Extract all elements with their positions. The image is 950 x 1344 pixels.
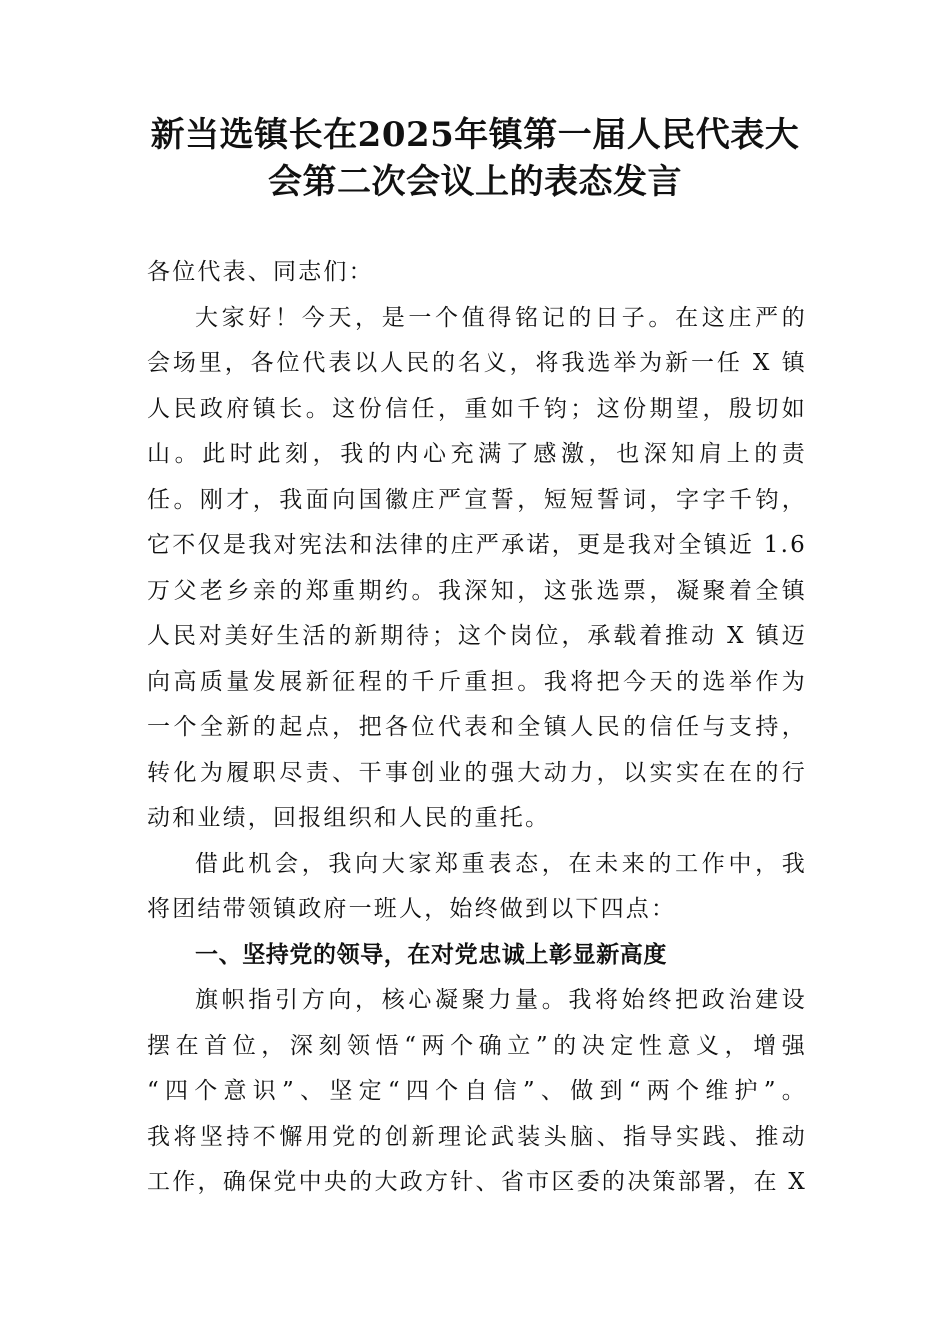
paragraph-section-one — [147, 978, 807, 1206]
paragraph-line: 将团结带领镇政府一班人，始终做到以下四点： — [147, 896, 677, 922]
document-title — [120, 112, 830, 206]
title-line: 新当选镇长在2025年镇第一届人民代表大 — [150, 115, 800, 155]
title-line: 会第二次会议上的表态发言 — [268, 162, 682, 202]
paragraph-line: 向高质量发展新征程的千斤重担。我将把今天的选举作为 — [147, 668, 807, 695]
paragraph-line: 借此机会，我向大家郑重表态，在未来的工作中，我 — [195, 850, 807, 877]
paragraph-line: 动和业绩，回报组织和人民的重托。 — [147, 805, 551, 831]
paragraph-line: “四个意识”、坚定“四个自信”、做到“两个维护”。 — [147, 1078, 807, 1104]
paragraph-line: 会场里，各位代表以人民的名义，将我选举为新一任 X 镇 — [147, 350, 807, 376]
paragraph-line: 任。刚才，我面向国徽庄严宣誓，短短誓词，字字千钧， — [147, 486, 807, 513]
paragraph-line: 山。此时此刻，我的内心充满了感激，也深知肩上的责 — [147, 441, 807, 467]
document-body — [147, 250, 807, 1206]
paragraph-line: 人民政府镇长。这份信任，重如千钧；这份期望，殷切如 — [147, 395, 807, 422]
paragraph-line: 人民对美好生活的新期待；这个岗位，承载着推动 X 镇迈 — [147, 623, 807, 649]
paragraph-line: 摆在首位，深刻领悟“两个确立”的决定性意义，增强 — [147, 1032, 807, 1059]
paragraph-line: 一个全新的起点，把各位代表和全镇人民的信任与支持， — [147, 714, 807, 740]
section-heading: 一、坚持党的领导，在对党忠诚上彰显新高度 — [195, 941, 667, 968]
paragraph-line: 工作，确保党中央的大政方针、省市区委的决策部署，在 X — [147, 1169, 807, 1195]
paragraph-opening — [147, 296, 807, 842]
paragraph-line: 我将坚持不懈用党的创新理论武装头脑、指导实践、推动 — [147, 1123, 807, 1150]
paragraph-line: 它不仅是我对宪法和法律的庄严承诺，更是我对全镇近 1.6 — [147, 532, 807, 558]
paragraph-line: 旗帜指引方向，核心凝聚力量。我将始终把政治建设 — [195, 987, 807, 1013]
paragraph-line: 大家好！今天，是一个值得铭记的日子。在这庄严的 — [195, 304, 807, 331]
salutation: 各位代表、同志们： — [147, 259, 374, 285]
paragraph-line: 转化为履职尽责、干事创业的强大动力，以实实在在的行 — [147, 759, 807, 786]
paragraph-line: 万父老乡亲的郑重期约。我深知，这张选票，凝聚着全镇 — [147, 577, 807, 604]
paragraph-pledge-intro — [147, 842, 807, 933]
